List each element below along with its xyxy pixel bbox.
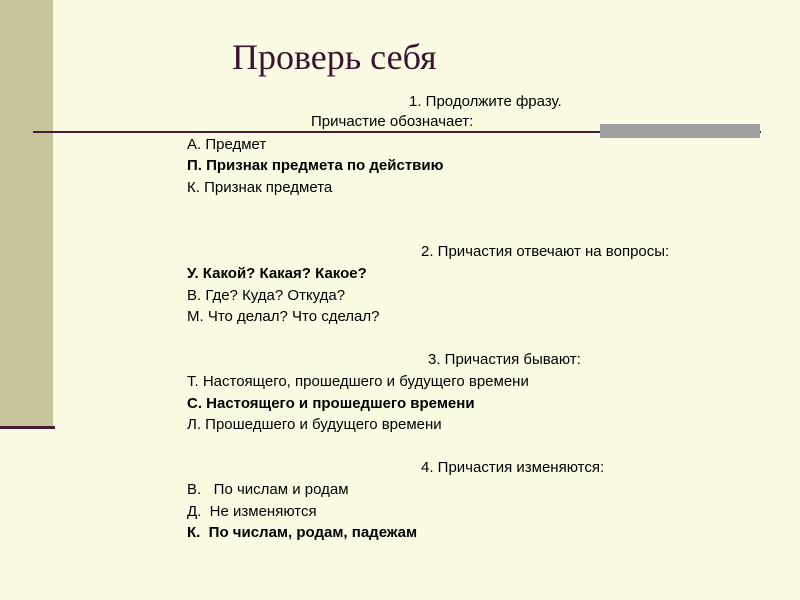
- question-1-option-k: К. Признак предмета: [187, 179, 333, 196]
- question-2-prompt: 2. Причастия отвечают на вопросы:: [421, 243, 670, 260]
- question-1-option-p: П. Признак предмета по действию: [187, 157, 444, 174]
- question-3-option-s: С. Настоящего и прошедшего времени: [187, 395, 475, 412]
- gray-accent-block: [600, 124, 760, 138]
- question-1-option-a: А. Предмет: [187, 136, 267, 153]
- question-2-option-m: М. Что делал? Что сделал?: [187, 308, 380, 325]
- question-3-option-t: Т. Настоящего, прошедшего и будущего времени: [187, 373, 529, 390]
- slide-title: Проверь себя: [232, 37, 437, 77]
- question-4-option-v: В. По числам и родам: [187, 481, 349, 498]
- question-3-option-l: Л. Прошедшего и будущего времени: [187, 416, 442, 433]
- question-2-option-u: У. Какой? Какая? Какое?: [187, 265, 367, 282]
- question-4-option-k: К. По числам, родам, падежам: [187, 524, 418, 541]
- question-1-prompt: 1. Продолжите фразу.: [409, 93, 562, 110]
- question-4-option-d: Д. Не изменяются: [187, 503, 317, 520]
- side-bar-underline: [0, 426, 55, 429]
- question-2-option-v: В. Где? Куда? Откуда?: [187, 287, 346, 304]
- question-3-prompt: 3. Причастия бывают:: [428, 351, 581, 368]
- question-1-subprompt: Причастие обозначает:: [311, 113, 474, 130]
- side-bar-decoration: [0, 0, 53, 428]
- question-4-prompt: 4. Причастия изменяются:: [421, 459, 605, 476]
